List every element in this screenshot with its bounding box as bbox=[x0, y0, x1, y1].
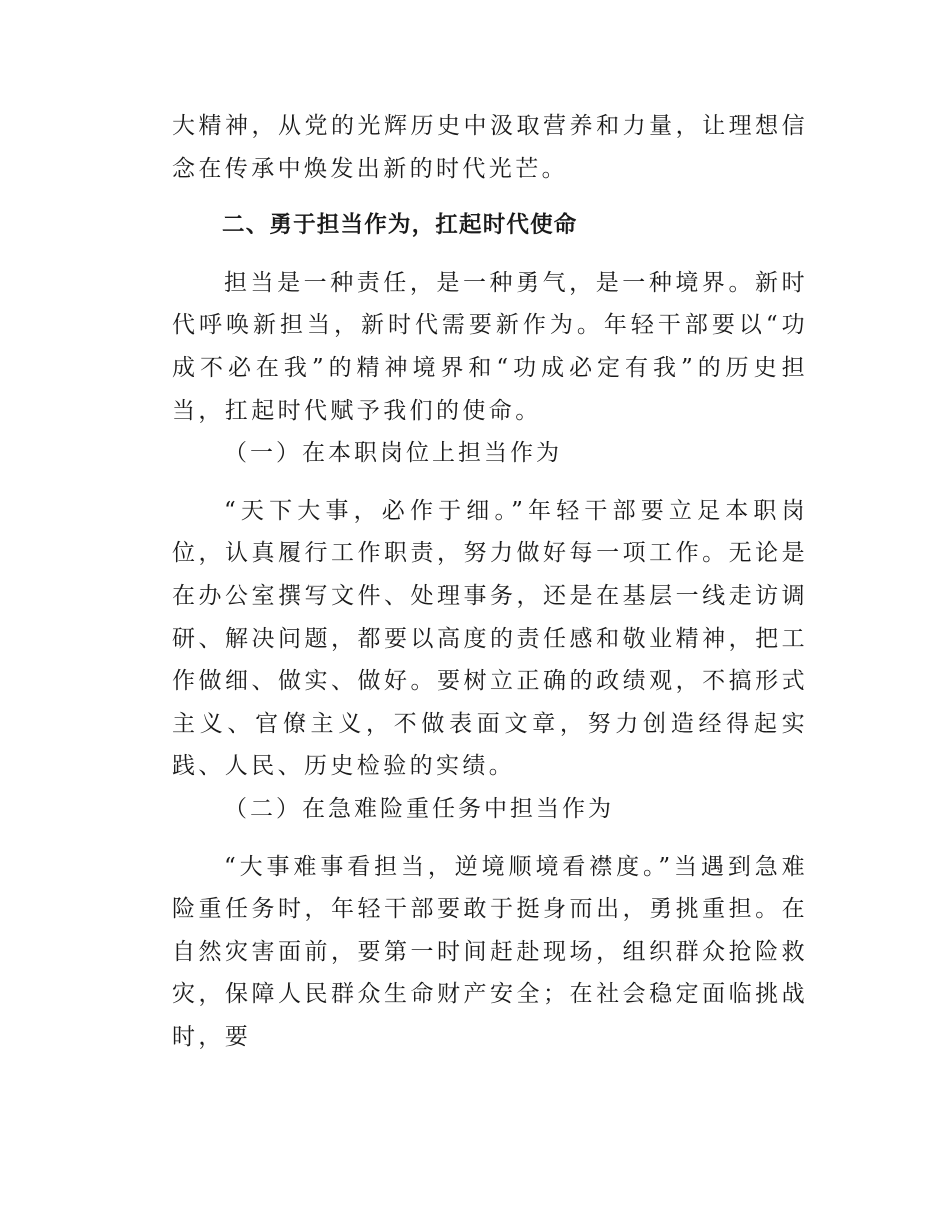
section-two-paragraph: 担当是一种责任，是一种勇气，是一种境界。新时代呼唤新担当，新时代需要新作为。年轻干部要以“功成不必在我”的精神境界和“功成必定有我”的历史担当，扛起时代赋予我们的使命。 bbox=[172, 269, 808, 424]
subsection-two-paragraph: “大事难事看担当，逆境顺境看襟度。”当遇到急难险重任务时，年轻干部要敢于挺身而出，勇挑重担。在自然灾害面前，要第一时间赶赴现场，组织群众抢险救灾，保障人民群众生命财产安全；在社会稳定面临挑战时，要 bbox=[172, 853, 808, 1050]
section-heading-two: 二、勇于担当作为，扛起时代使命 bbox=[222, 212, 578, 239]
document-body bbox=[172, 105, 808, 1058]
subsection-one-paragraph: “天下大事，必作于细。”年轻干部要立足本职岗位，认真履行工作职责，努力做好每一项工作。无论是在办公室撰写文件、处理事务，还是在基层一线走访调研、解决问题，都要以高度的责任感和敬业精神，把工作做细、做实、做好。要树立正确的政绩观，不搞形式主义、官僚主义，不做表面文章，努力创造经得起实践、人民、历史检验的实绩。 bbox=[172, 497, 808, 780]
subsection-heading-two: （二）在急难险重任务中担当作为 bbox=[224, 795, 614, 822]
subsection-heading-one: （一）在本职岗位上担当作为 bbox=[224, 440, 562, 467]
paragraph-intro: 大精神，从党的光辉历史中汲取营养和力量，让理想信念在传承中焕发出新的时代光芒。 bbox=[172, 113, 808, 182]
